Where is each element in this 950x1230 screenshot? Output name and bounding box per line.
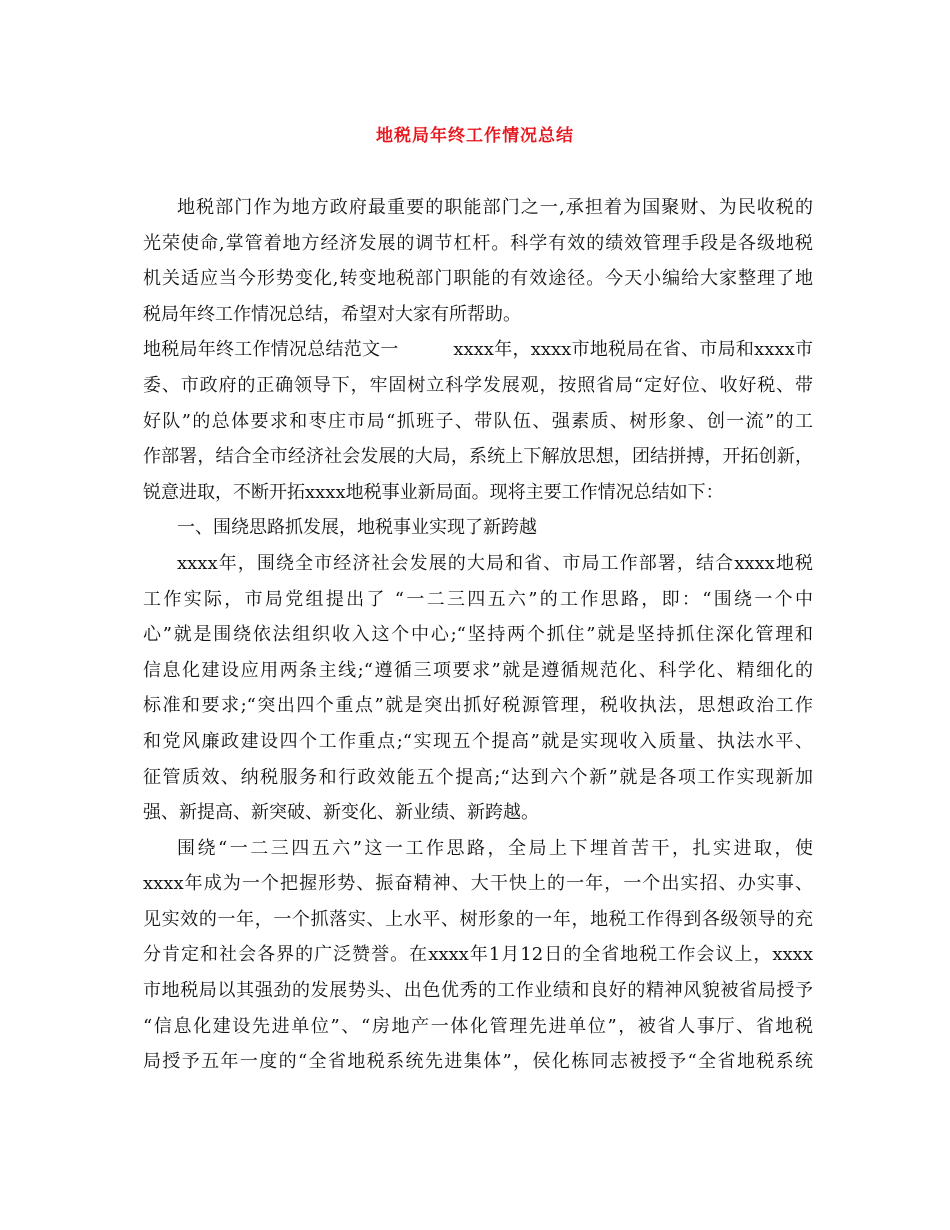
text-line: 围绕“一二三四五六”这一工作思路，全局上下埋首苦干，扎实进取，使 — [177, 837, 813, 859]
document-body — [143, 190, 813, 1080]
text-line: xxxx年，围绕全市经济社会发展的大局和省、市局工作部署，结合xxxx地税 — [177, 552, 813, 574]
text-line: 光荣使命,掌管着地方经济发展的调节杠杆。科学有效的绩效管理手段是各级地税 — [143, 232, 813, 254]
text-line: 机关适应当今形势变化,转变地税部门职能的有效途径。今天小编给大家整理了地 — [143, 268, 813, 290]
text-line: 强、新提高、新突破、新变化、新业绩、新跨越。 — [143, 802, 539, 824]
text-line: 工作实际，市局党组提出了 “一二三四五六”的工作思路，即：“围绕一个中 — [143, 588, 813, 610]
text-line: 分肯定和社会各界的广泛赞誉。在xxxx年1月12日的全省地税工作会议上，xxxx — [143, 944, 813, 966]
document-title: 地税局年终工作情况总结 — [376, 126, 574, 146]
text-line: 地税局年终工作情况总结范文一 xxxx年，xxxx市地税局在省、市局和xxxx市 — [143, 339, 813, 361]
text-line: 标准和要求;“突出四个重点”就是突出抓好税源管理，税收执法，思想政治工作 — [143, 695, 813, 717]
text-line: 作部署，结合全市经济社会发展的大局，系统上下解放思想，团结拼搏，开拓创新， — [143, 446, 813, 468]
text-line: 税局年终工作情况总结，希望对大家有所帮助。 — [143, 303, 521, 325]
text-line: 心”就是围绕依法组织收入这个中心;“坚持两个抓住”就是坚持抓住深化管理和 — [143, 624, 813, 646]
text-line: 和党风廉政建设四个工作重点;“实现五个提高”就是实现收入质量、执法水平、 — [143, 730, 813, 752]
text-line: 地税部门作为地方政府最重要的职能部门之一,承担着为国聚财、为民收税的 — [177, 197, 813, 218]
text-line: 信息化建设应用两条主线;“遵循三项要求”就是遵循规范化、科学化、精细化的 — [143, 659, 813, 681]
text-line: 一、围绕思路抓发展，地税事业实现了新跨越 — [177, 517, 537, 539]
text-line: 局授予五年一度的“全省地税系统先进集体”，侯化栋同志被授予“全省地税系统 — [143, 1051, 813, 1073]
text-line: 市地税局以其强劲的发展势头、出色优秀的工作业绩和良好的精神风貌被省局授予 — [143, 980, 813, 1002]
text-line: 委、市政府的正确领导下，牢固树立科学发展观，按照省局“定好位、收好税、带 — [143, 374, 813, 396]
text-line: “信息化建设先进单位”、“房地产一体化管理先进单位”，被省人事厅、省地税 — [143, 1015, 813, 1037]
text-line: 见实效的一年，一个抓落实、上水平、树形象的一年，地税工作得到各级领导的充 — [143, 908, 813, 930]
text-line: 好队”的总体要求和枣庄市局“抓班子、带队伍、强素质、树形象、创一流”的工 — [143, 410, 813, 432]
text-line: 征管质效、纳税服务和行政效能五个提高;“达到六个新”就是各项工作实现新加 — [143, 766, 813, 788]
text-line: xxxx年成为一个把握形势、振奋精神、大干快上的一年，一个出实招、办实事、 — [143, 873, 813, 895]
text-line: 锐意进取，不断开拓xxxx地税事业新局面。现将主要工作情况总结如下： — [143, 481, 724, 503]
